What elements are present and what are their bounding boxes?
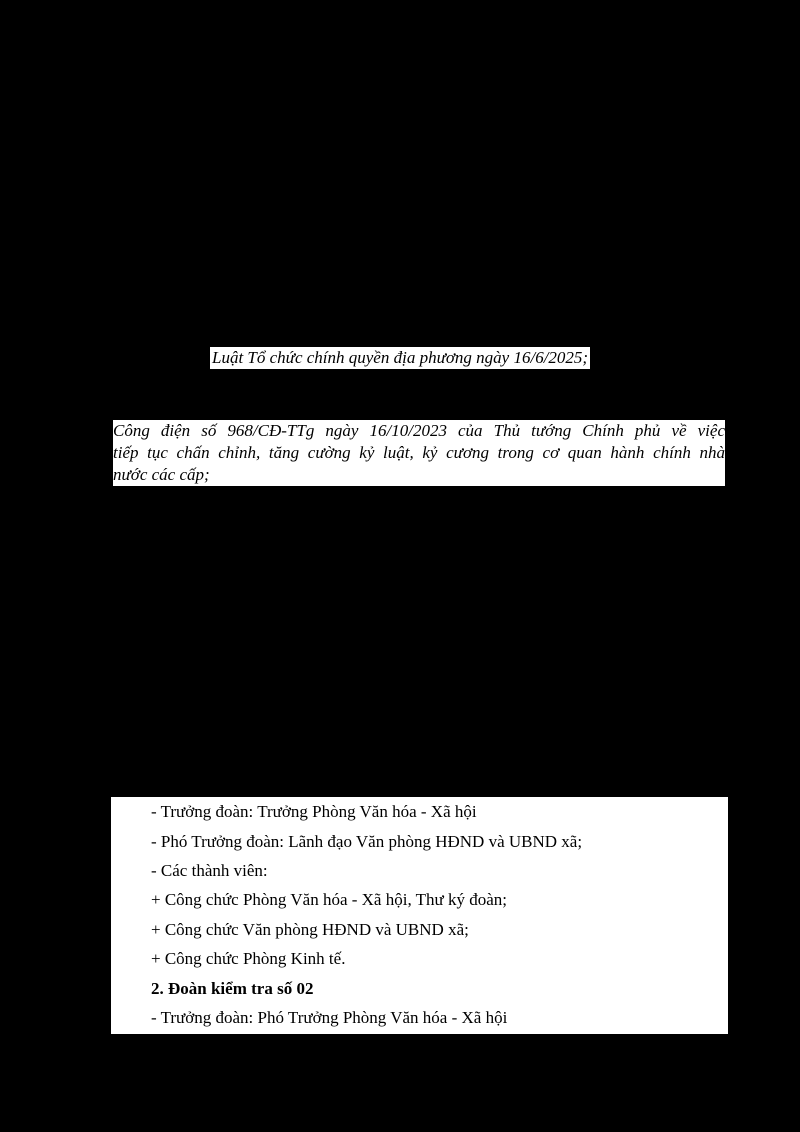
- decree-line-2: tiếp tục chấn chỉnh, tăng cường kỷ luật, kỷ cương trong cơ quan hành chính nhà: [113, 443, 725, 462]
- decree-line-1: Công điện số 968/CĐ-TTg ngày 16/10/2023 của Thủ tướng Chính phủ về việc: [113, 421, 725, 440]
- team2-heading: 2. Đoàn kiểm tra số 02: [151, 979, 314, 998]
- team1-member-culture: + Công chức Phòng Văn hóa - Xã hội, Thư ký đoàn;: [151, 890, 508, 909]
- inspection-team-section: [111, 797, 728, 1034]
- law-reference-line: Luật Tổ chức chính quyền địa phương ngày 16/6/2025;: [212, 348, 589, 367]
- team1-leader: - Trưởng đoàn: Trưởng Phòng Văn hóa - Xã hội: [151, 802, 477, 821]
- team1-deputy: - Phó Trưởng đoàn: Lãnh đạo Văn phòng HĐND và UBND xã;: [151, 832, 583, 851]
- decree-line-3: nước các cấp;: [113, 465, 210, 484]
- team1-members-heading: - Các thành viên:: [151, 861, 268, 880]
- team1-member-office: + Công chức Văn phòng HĐND và UBND xã;: [151, 920, 469, 939]
- decree-reference-block: [113, 420, 725, 486]
- team1-member-economy: + Công chức Phòng Kinh tế.: [151, 949, 346, 968]
- team2-leader: - Trưởng đoàn: Phó Trưởng Phòng Văn hóa - Xã hội: [151, 1008, 508, 1027]
